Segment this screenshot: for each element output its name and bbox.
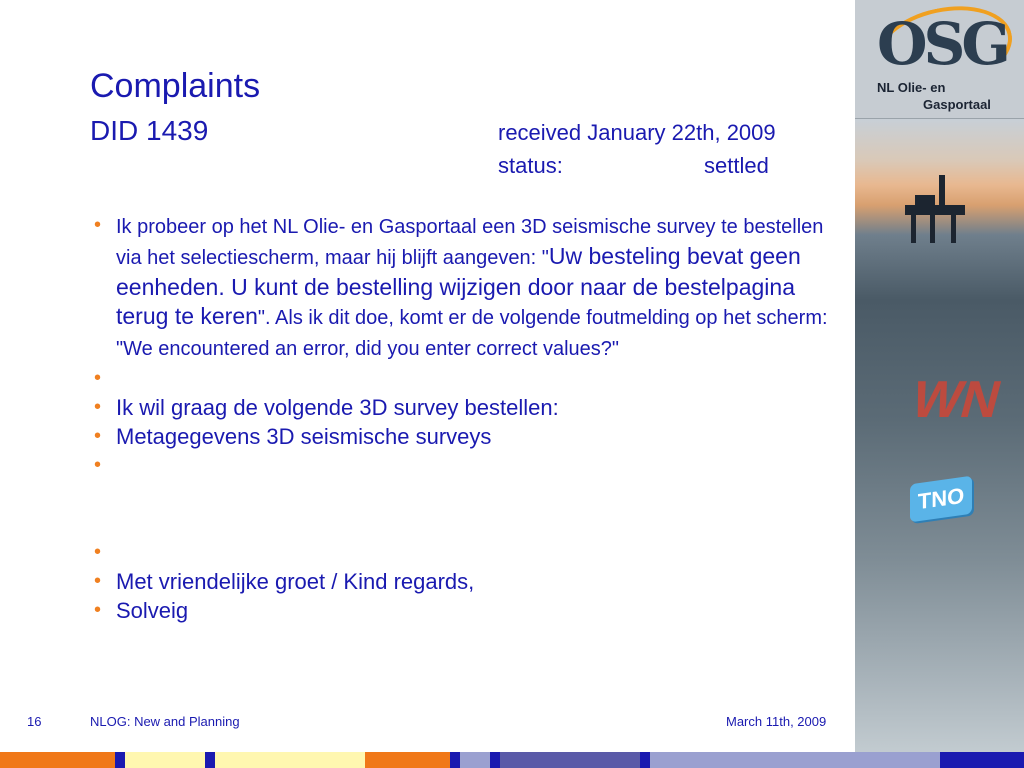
bullet-text: ". Als ik dit doe, komt er de volgende foutmelding op het scherm: "We encountered an error, did you enter correct values?": [116, 307, 828, 360]
logo-mark: OSG: [877, 10, 1007, 78]
bullet-text: Solveig: [116, 598, 189, 623]
footer-date: March 11th, 2009: [726, 714, 827, 729]
status-value: settled: [704, 153, 769, 178]
bullet-text: Met vriendelijke groet / Kind regards,: [116, 569, 475, 594]
bullet-item: [94, 364, 844, 393]
side-decoration-panel: [855, 0, 1024, 752]
slide-title: Complaints: [90, 67, 261, 105]
tno-logo: TNO: [910, 476, 972, 523]
bullet-item: [94, 211, 844, 364]
color-bar-segment: [500, 752, 640, 768]
osg-logo: [855, 0, 1024, 119]
color-bar-segment: [125, 752, 205, 768]
logo-line-1: NL Olie- en: [877, 80, 946, 95]
did-number: DID 1439: [90, 115, 209, 146]
bullet-item: [94, 596, 844, 625]
received-date: received January 22th, 2009: [498, 120, 776, 145]
bullet-icon: •: [94, 367, 102, 389]
bullet-quote: Uw besteling bevat geen eenheden. U kunt de bestelling wijzigen door naar de bestelpagina terug te keren: [116, 243, 801, 329]
color-bar-segment: [460, 752, 490, 768]
bullet-icon: •: [94, 541, 102, 563]
color-bar-segment: [205, 752, 215, 768]
bullet-text: Metagegevens 3D seismische surveys: [116, 424, 492, 449]
bullet-icon: •: [94, 425, 102, 447]
bullet-icon: •: [94, 599, 102, 621]
bullet-item: [94, 393, 844, 422]
bullet-icon: •: [94, 396, 102, 418]
footer-title: NLOG: New and Planning: [90, 714, 240, 729]
bullet-item: [94, 451, 844, 480]
oil-platform-icon: [895, 175, 985, 245]
color-bar-segment: [215, 752, 365, 768]
color-bar-segment: [490, 752, 500, 768]
bullet-item: [94, 422, 844, 451]
color-bar-segment: [115, 752, 125, 768]
footer-page-number: 16: [27, 714, 42, 729]
bullet-icon: •: [94, 214, 102, 236]
bullet-text: Ik probeer op het NL Olie- en Gasportaal een 3D seismische survey te bestellen via het selectiescherm, maar hij blijft aangeven: ": [116, 216, 824, 269]
bullet-item: [94, 567, 844, 596]
color-bar-segment: [365, 752, 450, 768]
bullet-item: [94, 538, 844, 567]
color-bar-segment: [0, 752, 115, 768]
status-label: status:: [498, 153, 563, 178]
color-bar-segment: [450, 752, 460, 768]
bullet-icon: •: [94, 454, 102, 476]
bullet-icon: •: [94, 570, 102, 592]
logo-line-2: Gasportaal: [923, 97, 991, 112]
footer-color-bar: [0, 752, 1024, 768]
bullet-text: Ik wil graag de volgende 3D survey bestellen:: [116, 395, 559, 420]
wn-logo: WN: [905, 371, 1008, 429]
color-bar-segment: [940, 752, 1024, 768]
color-bar-segment: [650, 752, 940, 768]
color-bar-segment: [640, 752, 650, 768]
body-bullet-list: [94, 211, 844, 625]
